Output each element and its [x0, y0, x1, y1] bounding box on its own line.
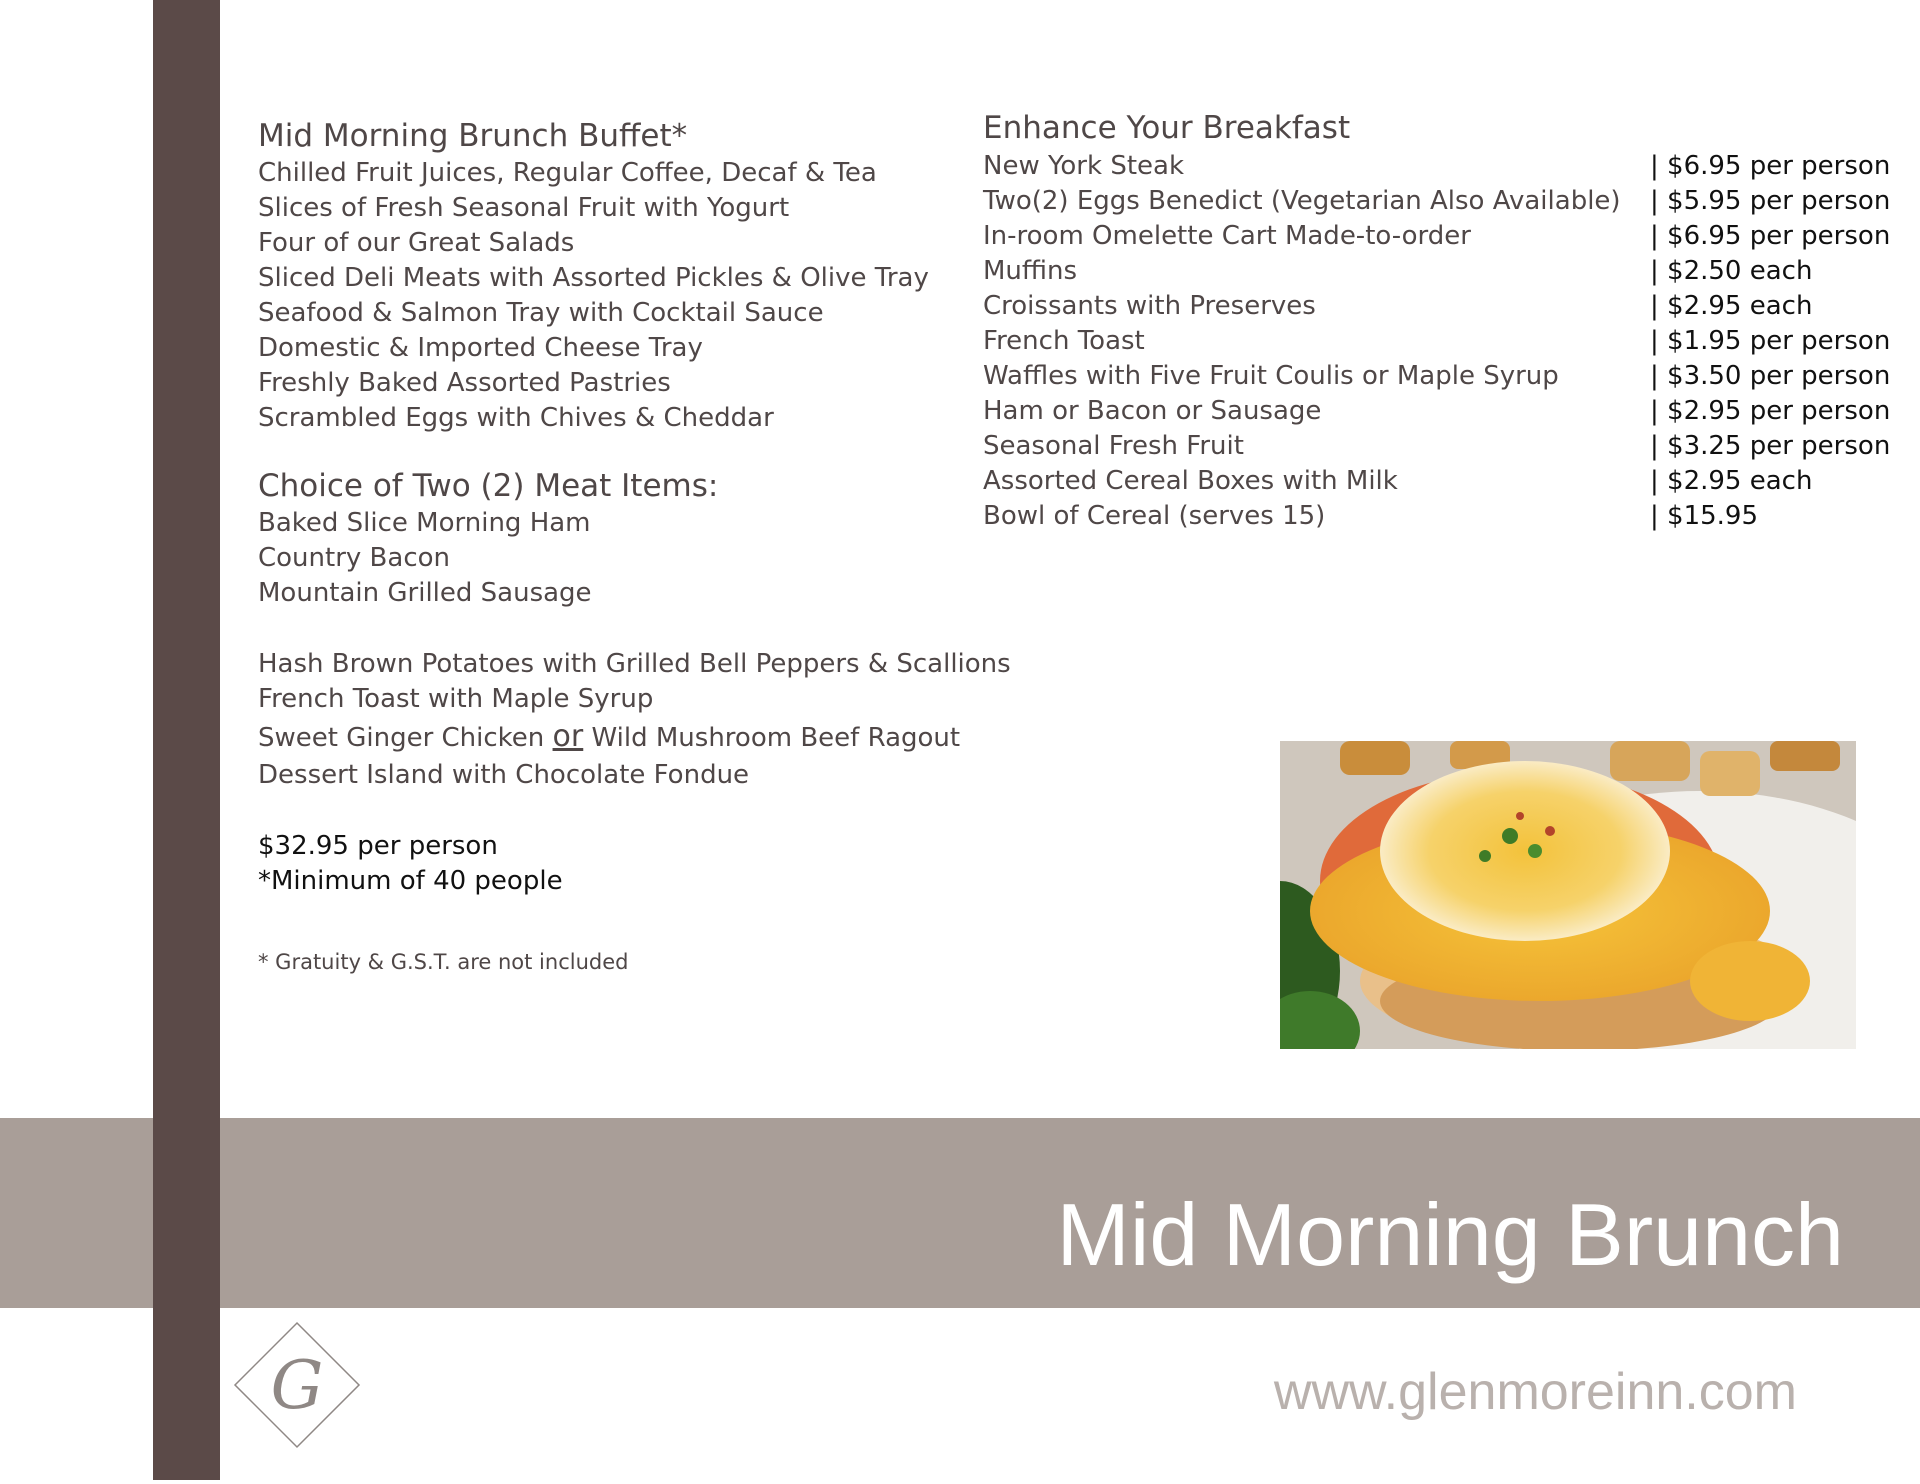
glenmore-logo	[232, 1320, 362, 1450]
buffet-item: Chilled Fruit Juices, Regular Coffee, Decaf & Tea	[258, 158, 877, 188]
meat-item: Country Bacon	[258, 543, 451, 573]
enhance-row	[983, 253, 1863, 288]
enhance-row	[983, 498, 1863, 533]
enhance-item-name: New York Steak	[983, 150, 1185, 181]
enhance-item-price: | $2.95 per person	[1650, 395, 1891, 426]
buffet-section	[258, 116, 1011, 977]
enhance-item-price: | $5.95 per person	[1650, 185, 1891, 216]
choice-b: Wild Mushroom Beef Ragout	[583, 723, 961, 753]
meat-item: Mountain Grilled Sausage	[258, 578, 592, 608]
enhance-item-price: | $2.95 each	[1650, 465, 1813, 496]
enhance-item-name: Bowl of Cereal (serves 15)	[983, 500, 1326, 531]
enhance-item-name: Assorted Cereal Boxes with Milk	[983, 465, 1398, 496]
buffet-item: Scrambled Eggs with Chives & Cheddar	[258, 403, 774, 433]
enhance-heading: Enhance Your Breakfast	[983, 110, 1351, 146]
meat-item: Baked Slice Morning Ham	[258, 508, 591, 538]
enhance-row	[983, 428, 1891, 463]
website-url[interactable]: www.glenmoreinn.com	[1273, 1363, 1797, 1421]
enhance-item-name: Waffles with Five Fruit Coulis or Maple Syrup	[983, 360, 1559, 391]
enhance-item-price: | $2.95 each	[1650, 290, 1813, 321]
choice-or: or	[552, 719, 584, 754]
choice-line	[258, 717, 961, 758]
choice-a: Sweet Ginger Chicken	[258, 723, 553, 753]
sidebar-stripe-band-section	[153, 1118, 220, 1308]
minimum-note: *Minimum of 40 people	[258, 866, 563, 896]
buffet-item: Sliced Deli Meats with Assorted Pickles & Olive Tray	[258, 263, 929, 293]
enhance-item-name: In-room Omelette Cart Made-to-order	[983, 220, 1471, 251]
buffet-item: Freshly Baked Assorted Pastries	[258, 368, 671, 398]
enhance-item-name: Two(2) Eggs Benedict (Vegetarian Also Available)	[983, 185, 1621, 216]
enhance-item-price: | $3.25 per person	[1650, 430, 1891, 461]
enhance-item-price: | $1.95 per person	[1650, 325, 1891, 356]
enhance-list	[983, 148, 1891, 533]
enhance-item-name: Croissants with Preserves	[983, 290, 1316, 321]
enhance-item-price: | $6.95 per person	[1650, 150, 1891, 181]
enhance-item-name: Muffins	[983, 255, 1078, 286]
buffet-item: Four of our Great Salads	[258, 228, 575, 258]
enhance-item-name: French Toast	[983, 325, 1145, 356]
enhance-row	[983, 148, 1891, 183]
enhance-item-name: Seasonal Fresh Fruit	[983, 430, 1244, 461]
page-title: Mid Morning Brunch	[1056, 1185, 1844, 1284]
eggs-benedict-photo	[1280, 741, 1856, 1049]
buffet-item: Slices of Fresh Seasonal Fruit with Yogurt	[258, 193, 790, 223]
buffet-heading: Mid Morning Brunch Buffet*	[258, 118, 688, 154]
buffet-item: Domestic & Imported Cheese Tray	[258, 333, 703, 363]
enhance-row	[983, 358, 1891, 393]
enhance-row	[983, 323, 1891, 358]
meat-heading: Choice of Two (2) Meat Items:	[258, 468, 719, 504]
enhance-row	[983, 463, 1863, 498]
dessert-item: Dessert Island with Chocolate Fondue	[258, 760, 750, 790]
enhance-item-price: | $6.95 per person	[1650, 220, 1891, 251]
enhance-item-price: | $15.95	[1650, 500, 1758, 531]
buffet-item: Seafood & Salmon Tray with Cocktail Sauce	[258, 298, 824, 328]
enhance-row	[983, 393, 1891, 428]
enhance-section	[983, 108, 1891, 533]
extra-item: French Toast with Maple Syrup	[258, 684, 654, 714]
enhance-row	[983, 288, 1863, 323]
enhance-item-price: | $3.50 per person	[1650, 360, 1891, 391]
enhance-item-name: Ham or Bacon or Sausage	[983, 395, 1322, 426]
svg-text:G: G	[270, 1347, 324, 1424]
enhance-item-price: | $2.50 each	[1650, 255, 1813, 286]
enhance-row	[983, 183, 1891, 218]
buffet-price: $32.95 per person	[258, 831, 498, 861]
gratuity-footnote: * Gratuity & G.S.T. are not included	[258, 950, 629, 974]
extra-item: Hash Brown Potatoes with Grilled Bell Peppers & Scallions	[258, 649, 1011, 679]
enhance-row	[983, 218, 1891, 253]
